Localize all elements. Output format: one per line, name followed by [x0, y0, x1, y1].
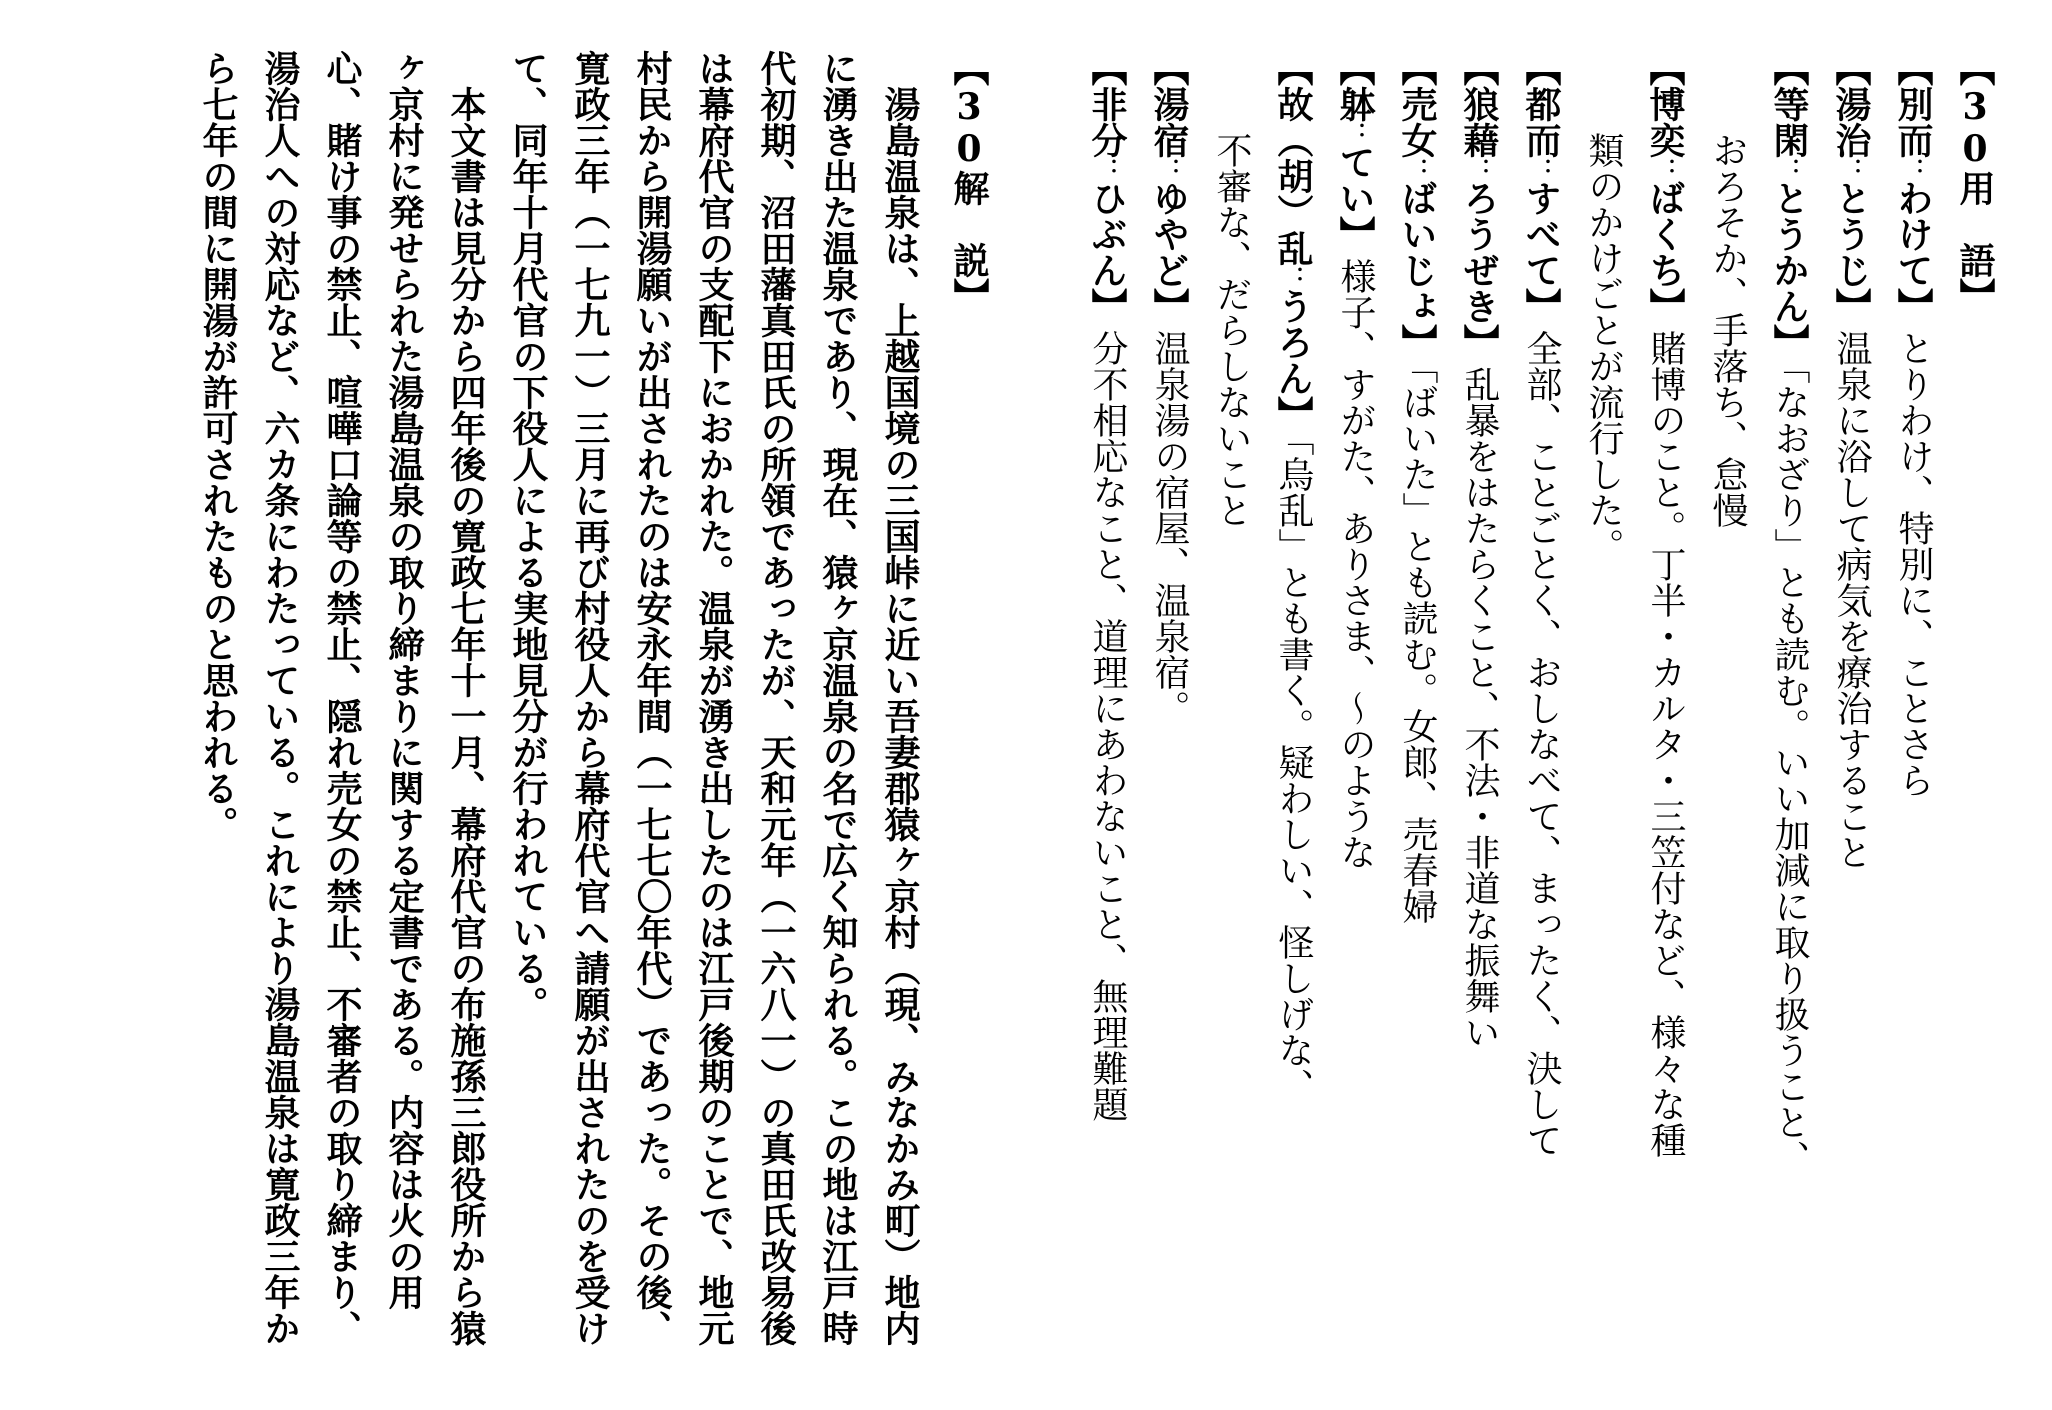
open-bracket: 【 — [1521, 50, 1562, 86]
close-bracket: 】 — [1831, 288, 1872, 324]
glossary-entry — [1882, 50, 1944, 1370]
glossary-meaning: 分不相応なこと、道理にあわないこと、無理難題 — [1087, 330, 1128, 1122]
glossary-entry — [1572, 50, 1696, 1370]
term-separator: ： — [1343, 122, 1368, 144]
glossary-meaning: 「なおざり」とも読む。いい加減に取り扱うこと、 — [1769, 366, 1810, 1176]
glossary-meaning: 様子、すがた、ありさま、～のような — [1335, 258, 1376, 870]
glossary-term: 故（胡）乱 — [1273, 86, 1314, 266]
term-separator: ： — [1901, 158, 1926, 180]
glossary-term: 等閑 — [1769, 86, 1810, 158]
glossary-entry — [1200, 50, 1324, 1370]
open-bracket: 【 — [1645, 50, 1686, 86]
close-bracket: 】 — [1893, 288, 1934, 324]
glossary-meaning-continuation: 不審な、だらしないこと — [1211, 132, 1252, 528]
glossary-term: 都而 — [1521, 86, 1562, 158]
glossary-reading: とうじ — [1831, 180, 1872, 288]
term-separator: ： — [1281, 266, 1306, 288]
glossary-meaning: 全部、ことごとく、おしなべて、まったく、決して — [1521, 330, 1562, 1158]
glossary-reading: ろうぜき — [1459, 180, 1500, 324]
close-bracket: 】 — [1521, 288, 1562, 324]
term-separator: ： — [1467, 158, 1492, 180]
glossary-term: 湯治 — [1831, 86, 1872, 158]
term-separator: ： — [1653, 158, 1678, 180]
glossary-entry — [1448, 50, 1510, 1370]
close-bracket: 】 — [1397, 324, 1438, 360]
glossary-term: 非分 — [1087, 86, 1128, 158]
term-separator: ： — [1157, 158, 1182, 180]
glossary-reading: ばくち — [1645, 180, 1686, 288]
glossary-entry — [1386, 50, 1448, 1370]
open-bracket: 【 — [1769, 50, 1810, 86]
term-separator: ： — [1095, 158, 1120, 180]
term-separator: ： — [1405, 158, 1430, 180]
open-bracket: 【 — [1397, 50, 1438, 86]
glossary-meaning-continuation: 類のかけごとが流行した。 — [1583, 132, 1624, 564]
open-bracket: 【 — [1831, 50, 1872, 86]
glossary-entry — [1510, 50, 1572, 1370]
explanation-heading: 【30解 説】 — [948, 50, 990, 314]
glossary-meaning: 温泉湯の宿屋、温泉宿。 — [1149, 330, 1190, 726]
section-spacer — [1000, 50, 1076, 1370]
glossary-term: 別而 — [1893, 86, 1934, 158]
open-bracket: 【 — [1459, 50, 1500, 86]
glossary-reading: すべて — [1521, 180, 1562, 288]
glossary-meaning: 「ばいた」とも読む。女郎、売春婦 — [1397, 366, 1438, 924]
glossary-meaning: 温泉に浴して病気を療治すること — [1831, 330, 1872, 870]
term-separator: ： — [1529, 158, 1554, 180]
glossary-reading: うろん — [1273, 288, 1314, 396]
open-bracket: 【 — [1273, 50, 1314, 86]
explanation-paragraph: 本文書は見分から四年後の寛政七年十一月、幕府代官の布施孫三郎役所から猿ヶ京村に発せられた湯島温泉の取り締まりに関する定書である。内容は火の用心、賭け事の禁止、喧嘩口論等の禁止、隠れ売女の禁止、不審者の取り締まり、湯治人への対応など、六カ条にわたっている。これにより湯島温泉は寛政三年から七年の間に開湯が許可されたものと思われる。 — [197, 50, 486, 1346]
glossary-reading: わけて — [1893, 180, 1934, 288]
glossary-term: 博奕 — [1645, 86, 1686, 158]
glossary-reading: とうかん — [1769, 180, 1810, 324]
glossary-entry — [1138, 50, 1200, 1370]
glossary-reading: ひぶん — [1087, 180, 1128, 288]
close-bracket: 】 — [1087, 288, 1128, 324]
term-separator: ： — [1777, 158, 1802, 180]
term-separator: ： — [1839, 158, 1864, 180]
glossary-list — [1076, 50, 1944, 1370]
close-bracket: 】 — [1335, 216, 1376, 252]
glossary-meaning-continuation: おろそか、手落ち、怠慢 — [1707, 132, 1748, 528]
open-bracket: 【 — [1149, 50, 1190, 86]
close-bracket: 】 — [1149, 288, 1190, 324]
glossary-meaning: とりわけ、特別に、ことさら — [1893, 330, 1934, 798]
glossary-meaning: 「烏乱」とも書く。疑わしい、怪しげな、 — [1273, 438, 1314, 1104]
glossary-reading: ばいじょ — [1397, 180, 1438, 324]
open-bracket: 【 — [1893, 50, 1934, 86]
glossary-entry — [1324, 50, 1386, 1370]
open-bracket: 【 — [1335, 50, 1376, 86]
glossary-heading: 【30用 語】 — [1954, 50, 1996, 314]
glossary-entry — [1696, 50, 1820, 1370]
close-bracket: 】 — [1459, 324, 1500, 360]
explanation-body — [186, 50, 930, 1370]
glossary-term: 売女 — [1397, 86, 1438, 158]
glossary-entry — [1076, 50, 1138, 1370]
close-bracket: 】 — [1645, 288, 1686, 324]
explanation-paragraph: 湯島温泉は、上越国境の三国峠に近い吾妻郡猿ヶ京村（現、みなかみ町）地内に湧き出た温泉であり、現在、猿ヶ京温泉の名で広く知られる。この地は江戸時代初期、沼田藩真田氏の所領であったが、天和元年（一六八一）の真田氏改易後は幕府代官の支配下におかれた。温泉が湧き出したのは江戸後期のことで、地元村民から開湯願いが出されたのは安永年間（一七七〇年代）であった。その後、寛政三年（一七九一）三月に再び村役人から幕府代官へ請願が出されたのを受けて、同年十月代官の下役人による実地見分が行われている。 — [507, 50, 920, 1346]
glossary-reading: てい — [1335, 144, 1376, 216]
glossary-term: 躰 — [1335, 86, 1376, 122]
glossary-term: 湯宿 — [1149, 86, 1190, 158]
close-bracket: 】 — [1769, 324, 1810, 360]
glossary-entry — [1820, 50, 1882, 1370]
glossary-meaning: 乱暴をはたらくこと、不法・非道な振舞い — [1459, 366, 1500, 1050]
glossary-term: 狼藉 — [1459, 86, 1500, 158]
close-bracket: 】 — [1273, 396, 1314, 432]
open-bracket: 【 — [1087, 50, 1128, 86]
glossary-reading: ゆやど — [1149, 180, 1190, 288]
glossary-meaning: 賭博のこと。丁半・カルタ・三笠付など、様々な種 — [1645, 330, 1686, 1158]
